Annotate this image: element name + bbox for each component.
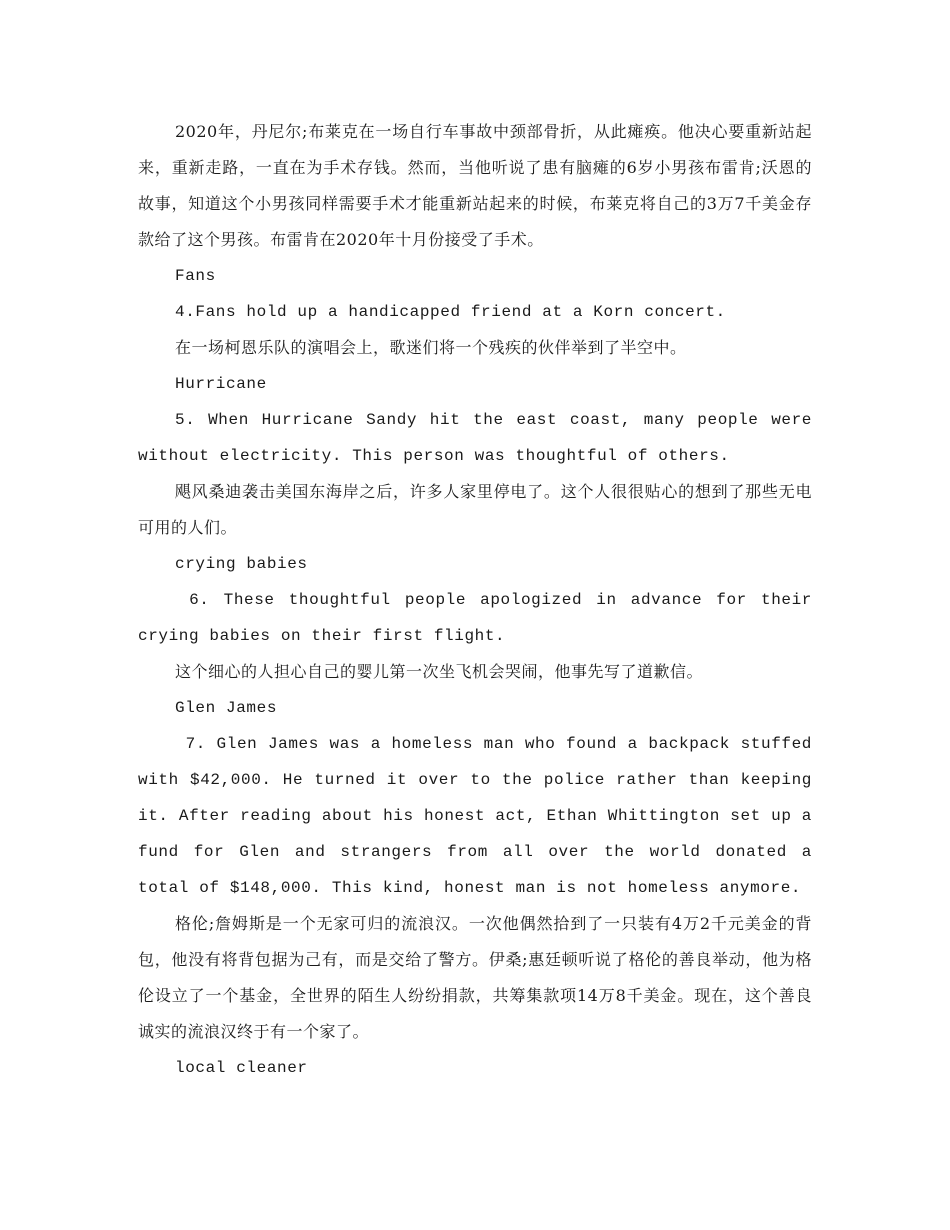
heading-fans: Fans bbox=[175, 267, 216, 285]
paragraph-en-fans: 4.Fans hold up a handicapped friend at a Korn concert. bbox=[175, 303, 726, 321]
paragraph-en-crying-babies: 6. These thoughtful people apologized in advance for their crying babies on their first flight. bbox=[138, 591, 823, 645]
paragraph-zh-crying-babies: 这个细心的人担心自己的婴儿第一次坐飞机会哭闹，他事先写了道歉信。 bbox=[175, 662, 704, 681]
heading-hurricane: Hurricane bbox=[175, 375, 267, 393]
heading-glen-james: Glen James bbox=[175, 699, 278, 717]
paragraph-zh-blake: 2020年，丹尼尔;布莱克在一场自行车事故中颈部骨折，从此瘫痪。他决心要重新站起来，重新走路，一直在为手术存钱。然而，当他听说了患有脑瘫的6岁小男孩布雷肯;沃恩的故事，知道这个小男孩同样需要手术才能重新站起来的时候，布莱克将自己的3万7千美金存款给了这个男孩。布雷肯在2020年十月份接受了手术。 bbox=[138, 122, 812, 249]
paragraph-zh-glen-james: 格伦;詹姆斯是一个无家可归的流浪汉。一次他偶然拾到了一只装有4万2千元美金的背包，他没有将背包据为己有，而是交给了警方。伊桑;惠廷顿听说了格伦的善良举动，他为格伦设立了一个基金，全世界的陌生人纷纷捐款，共筹集款项14万8千美金。现在，这个善良诚实的流浪汉终于有一个家了。 bbox=[138, 914, 812, 1041]
paragraph-zh-fans: 在一场柯恩乐队的演唱会上，歌迷们将一个残疾的伙伴举到了半空中。 bbox=[175, 338, 687, 357]
paragraph-en-hurricane: 5. When Hurricane Sandy hit the east coast, many people were without electricity. This person was thoughtful of others. bbox=[138, 411, 812, 465]
heading-crying-babies: crying babies bbox=[175, 555, 308, 573]
heading-local-cleaner: local cleaner bbox=[175, 1059, 308, 1077]
paragraph-en-glen-james: 7. Glen James was a homeless man who found a backpack stuffed with $42,000. He turned it over to the police rather than keeping it. After reading about his honest act, Ethan Whittington set up a fund for Glen and strangers from all over the world donated a total of $148,000. This kind, honest man is not homeless anymore. bbox=[138, 735, 823, 897]
document-body bbox=[138, 114, 823, 1086]
paragraph-zh-hurricane: 飓风桑迪袭击美国东海岸之后，许多人家里停电了。这个人很很贴心的想到了那些无电可用的人们。 bbox=[138, 482, 812, 537]
